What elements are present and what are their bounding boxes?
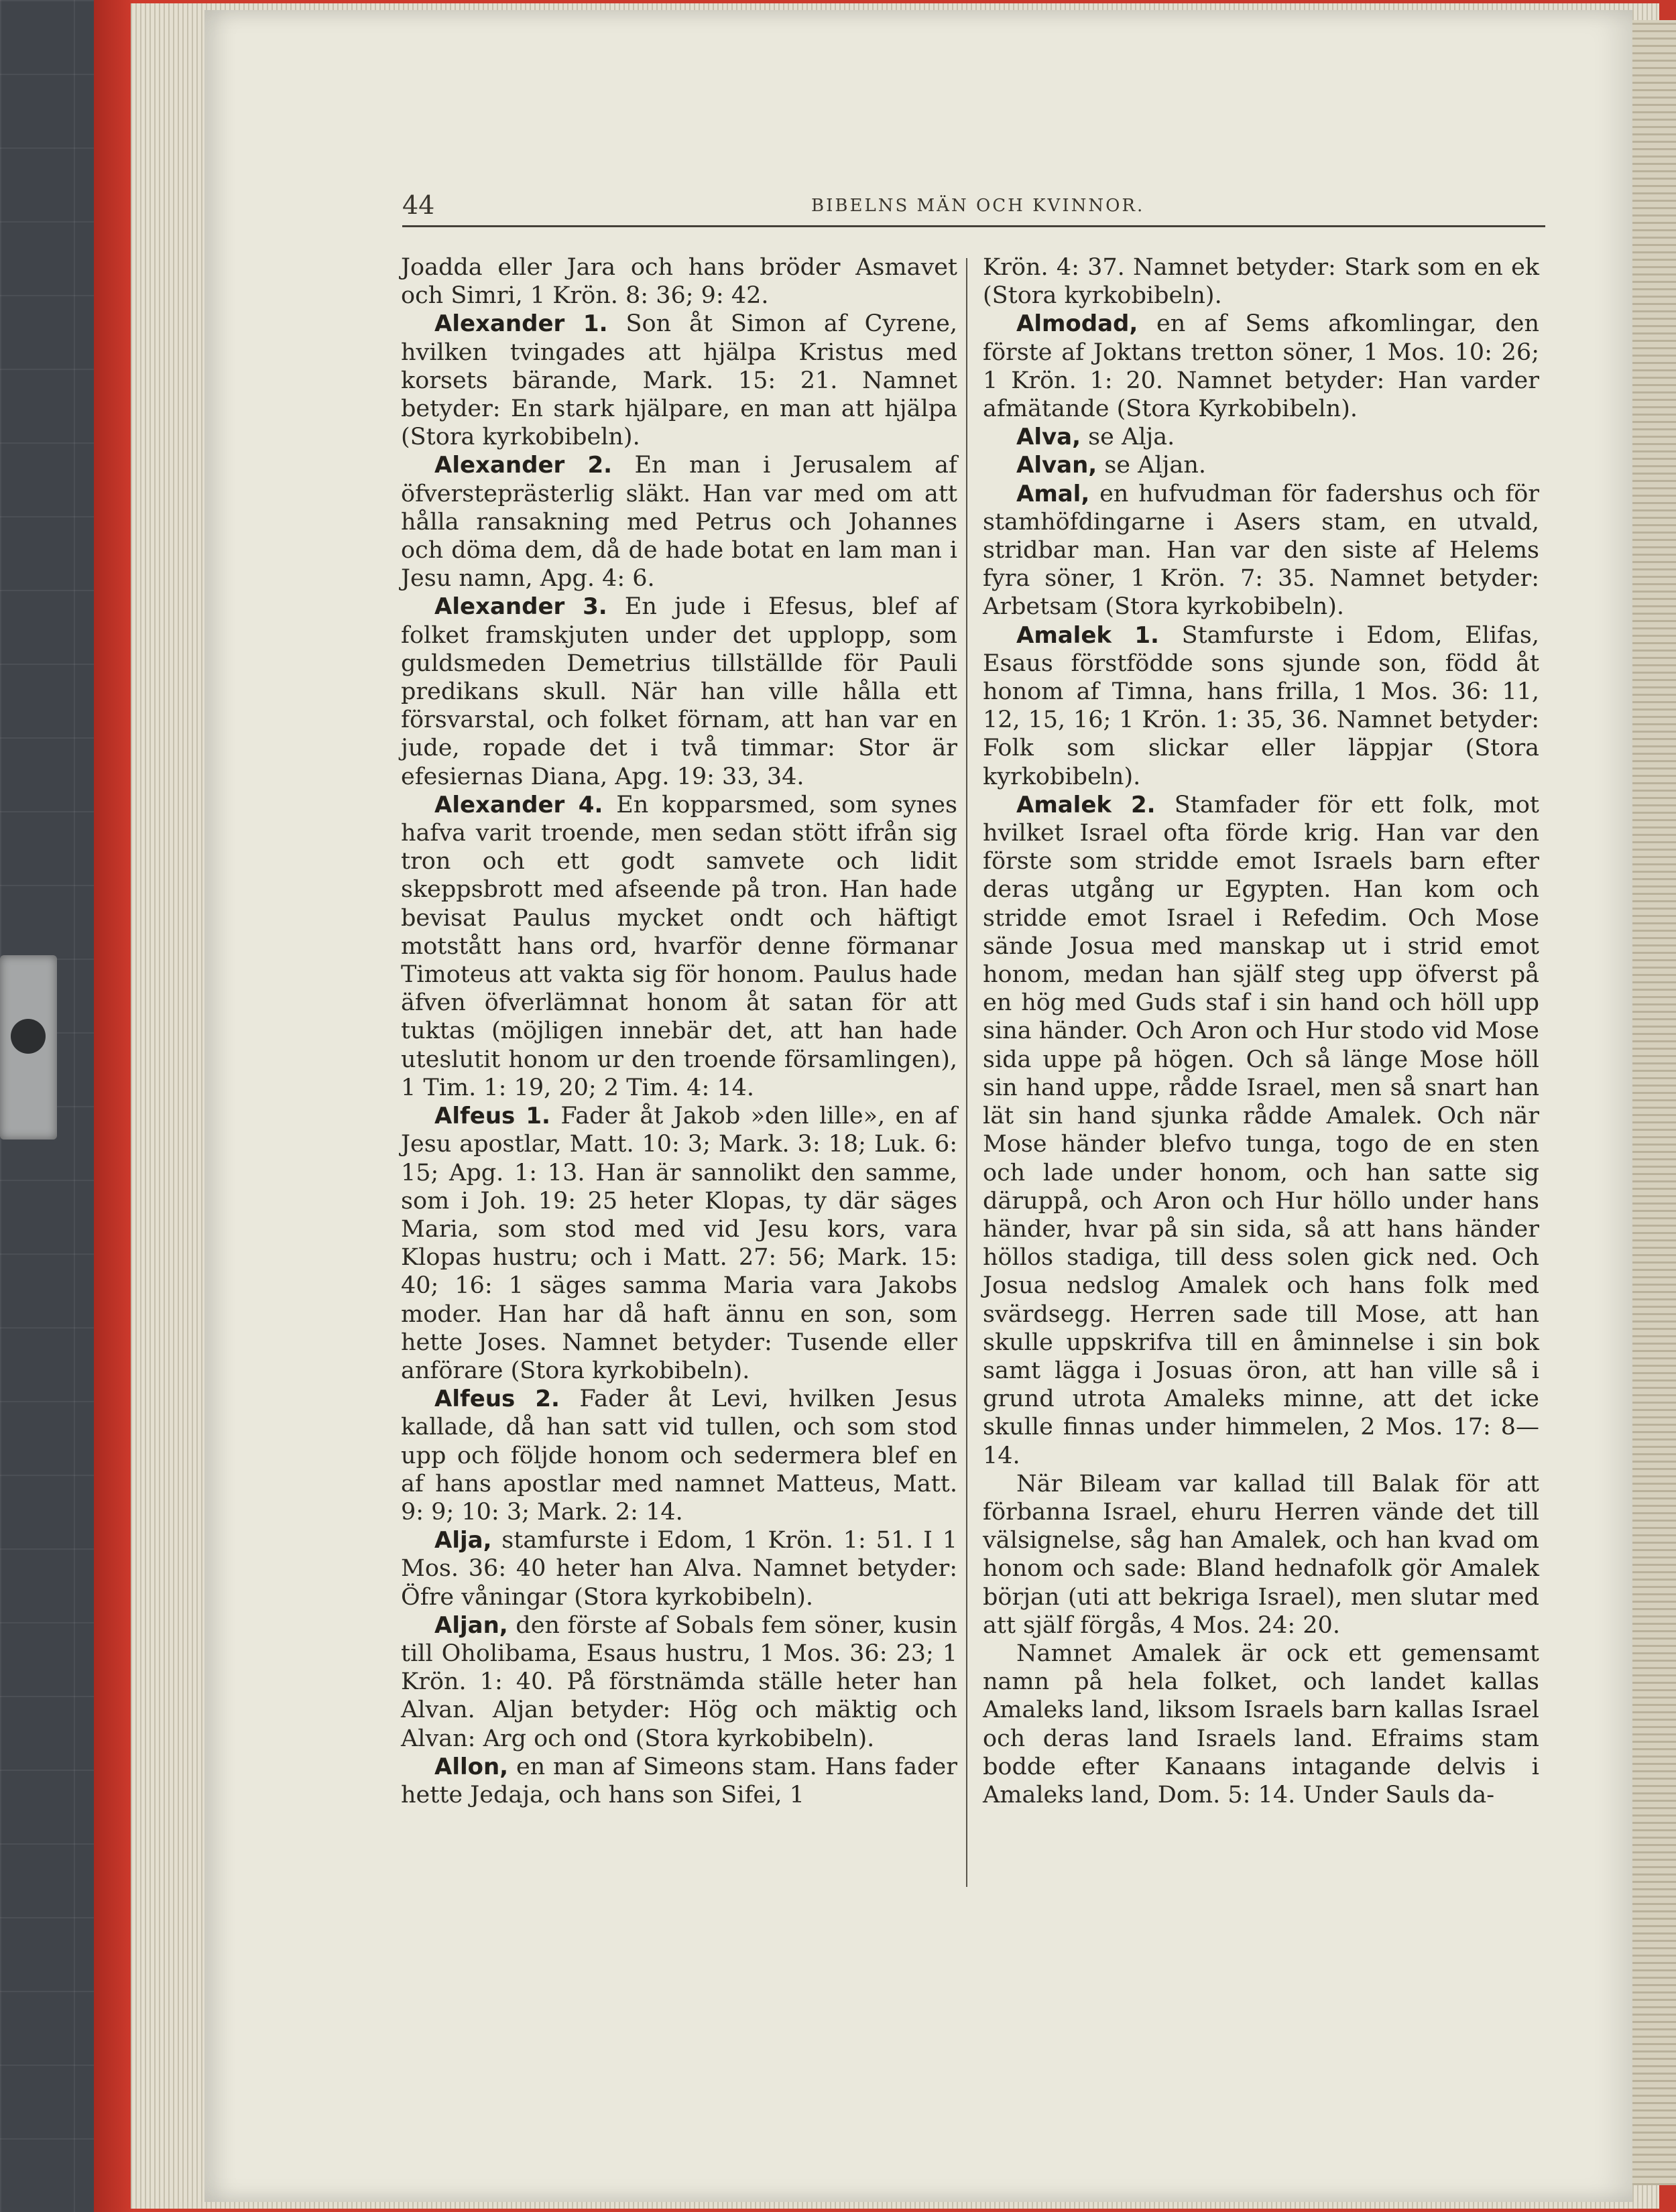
entry-text: stamfurste i Edom, 1 Krön. 1: 51. I 1 Mos. 36: 40 heter han Alva. Namnet betyder: Öfre våningar (Stora kyrkobibeln). bbox=[401, 1527, 957, 1611]
header-rule bbox=[402, 225, 1545, 227]
entry bbox=[983, 1470, 1539, 1640]
entry-headword: Alfeus 2. bbox=[434, 1386, 560, 1413]
entry-headword: Alexander 4. bbox=[434, 791, 603, 818]
entry bbox=[983, 791, 1539, 1470]
facing-page-edge bbox=[1632, 20, 1676, 2185]
entry-headword: Alexander 2. bbox=[434, 452, 613, 479]
entry-text: Namnet Amalek är ock ett gemensamt namn på hela folket, och landet kallas Amaleks land, liksom Israels barn kallas Israel och deras land Israels land. Efraims stam bodde efter Kanaans intagande delvis i Amaleks land, Dom. 5: 14. Under Sauls da- bbox=[983, 1640, 1539, 1808]
entry bbox=[983, 480, 1539, 621]
entry-headword: Alexander 3. bbox=[434, 593, 607, 621]
entry-headword: Amalek 1. bbox=[1016, 621, 1159, 649]
entry-text: En kopparsmed, som synes hafva varit troende, men sedan stött ifrån sig tron och ett godt samvete och lidit skeppsbrott med afseende på tron. Han hade bevisat Paulus mycket ondt och häftigt motstått hans ord, hvarför denne förmanar Timoteus att vakta sig för honom. Paulus hade äfven öfverlämnat honom åt satan för att tuktas (möjligen innebär det, att han hade uteslutit honom ur den troende församlingen), 1 Tim. 1: 19, 20; 2 Tim. 4: 14. bbox=[401, 791, 957, 1101]
entry-text: se Aljan. bbox=[1104, 452, 1206, 479]
entry bbox=[983, 621, 1539, 791]
entry-text: En man i Jerusalem af öfversteprästerlig släkt. Han var med om att hålla ransakning med Petrus och Johannes och döma dem, då de hade botat en lam man i Jesu namn, Apg. 4: 6. bbox=[401, 452, 957, 593]
entry bbox=[983, 1640, 1539, 1809]
left-column bbox=[401, 253, 957, 1809]
entry bbox=[983, 253, 1539, 310]
entry bbox=[983, 423, 1539, 451]
entry-headword: Alja, bbox=[434, 1527, 492, 1554]
entry bbox=[401, 310, 957, 451]
entry-text: Fader åt Levi, hvilken Jesus kallade, då han satt vid tullen, och som stod upp och följde honom och sedermera blef en af hans apostlar med namnet Matteus, Matt. 9: 9; 10: 3; Mark. 2: 14. bbox=[401, 1386, 958, 1526]
entry-headword: Almodad, bbox=[1016, 310, 1138, 338]
clamp-hole bbox=[11, 1019, 46, 1054]
page-header bbox=[402, 181, 1542, 228]
entry bbox=[983, 451, 1539, 479]
entry-text: den förste af Sobals fem söner, kusin till Oholibama, Esaus hustru, 1 Mos. 36: 23; 1 Krön. 1: 40. På förstnämda ställe heter han Alvan. Aljan betyder: Hög och mäktig och Alvan: Arg och ond (Stora kyrkobibeln). bbox=[401, 1611, 957, 1752]
entry-headword: Alvan, bbox=[1016, 452, 1097, 479]
entry bbox=[401, 451, 957, 593]
page-clamp bbox=[0, 955, 57, 1140]
entry-headword: Aljan, bbox=[434, 1611, 508, 1639]
entry bbox=[401, 1385, 957, 1526]
entry-text: Stamfader för ett folk, mot hvilket Israel ofta förde krig. Han var den förste som stridde emot Israels barn efter deras utgång ur Egypten. Han kom och stridde emot Israel i Refedim. Och Mose sände Josua med manskap ut i strid emot honom, medan han själf steg upp öfverst på en hög med Guds staf i sin hand och höll upp sina händer. Och Aron och Hur stodo vid Mose sida uppe på högen. Och så länge Mose höll sin hand uppe, rådde Israel, men så snart han lät sin hand sjunka rådde Amalek. Och när Mose händer blefvo tunga, togo de en sten och lade under honom, och han satte sig däruppå, och Aron och Hur höllo under hans händer, hvar på sin sida, så att hans händer höllos stadiga, till dess solen gick ned. Och Josua nedslog Amalek och hans folk med svärdsegg. Herren sade till Mose, att han skulle uppskrifva till en åminnelse i sin bok samt lägga i Josuas öron, att han ville så i grund utrota Amaleks minne, att det icke skulle finnas under himmelen, 2 Mos. 17: 8—14. bbox=[983, 791, 1540, 1469]
entry-headword: Amalek 2. bbox=[1016, 791, 1156, 818]
entry bbox=[401, 253, 957, 310]
entry-text: Stamfurste i Edom, Elifas, Esaus förstfödde sons sjunde son, född åt honom af Timna, hans frilla, 1 Mos. 36: 11, 12, 15, 16; 1 Krön. 1: 35, 36. Namnet betyder: Folk som slickar eller läppjar (Stora kyrkobibeln). bbox=[983, 621, 1539, 790]
entry bbox=[401, 1753, 957, 1809]
entry-text: en man af Simeons stam. Hans fader hette Jedaja, och hans son Sifei, 1 bbox=[401, 1753, 957, 1808]
entry bbox=[401, 1611, 957, 1753]
entry-headword: Amal, bbox=[1016, 480, 1090, 507]
right-column bbox=[983, 253, 1539, 1809]
entry-headword: Alexander 1. bbox=[434, 310, 608, 338]
entry-text: Krön. 4: 37. Namnet betyder: Stark som en ek (Stora kyrkobibeln). bbox=[983, 254, 1539, 310]
entry-text: Joadda eller Jara och hans bröder Asmavet och Simri, 1 Krön. 8: 36; 9: 42. bbox=[401, 254, 957, 310]
entry bbox=[401, 1102, 957, 1385]
entry-text: En jude i Efesus, blef af folket framskjuten under det upplopp, som guldsmeden Demetrius tillställde för Pauli predikans skull. När han ville hålla ett försvarstal, och folket förnam, att han var en jude, ropade det i två timmar: Stor är efesiernas Diana, Apg. 19: 33, 34. bbox=[401, 593, 957, 790]
entry-text: Fader åt Jakob »den lille», en af Jesu apostlar, Matt. 10: 3; Mark. 3: 18; Luk. 6: 15; Apg. 1: 13. Han är sannolikt den samme, som i Joh. 19: 25 heter Klopas, ty där säges Maria, som stod med vid Jesu kors, vara Klopas hustru; och i Matt. 27: 56; Mark. 15: 40; 16: 1 säges samma Maria vara Jakobs moder. Han har då haft ännu en son, som hette Joses. Namnet betyder: Tusende eller anförare (Stora kyrkobibeln). bbox=[401, 1103, 957, 1384]
entry bbox=[401, 791, 957, 1102]
entry-text: När Bileam var kallad till Balak för att förbanna Israel, ehuru Herren vände det till välsignelse, såg han Amalek, och han kvad om honom och sade: Bland hednafolk gör Amalek början (uti att bekriga Israel), men slutar med att själf förgås, 4 Mos. 24: 20. bbox=[983, 1470, 1539, 1639]
entry bbox=[983, 310, 1539, 423]
entry-headword: Alfeus 1. bbox=[434, 1103, 550, 1130]
entry-headword: Alva, bbox=[1016, 424, 1081, 451]
running-head: BIBELNS MÄN OCH KVINNOR. bbox=[811, 196, 1145, 216]
column-divider bbox=[966, 258, 967, 1887]
page-number: 44 bbox=[402, 190, 435, 220]
entry-headword: Allon, bbox=[434, 1753, 509, 1780]
entry-text: en hufvudman för fadershus och för stamhöfdingarne i Asers stam, en utvald, stridbar man. Han var den siste af Helems fyra söner, 1 Krön. 7: 35. Namnet betyder: Arbetsam (Stora kyrkobibeln). bbox=[983, 480, 1539, 621]
entry bbox=[401, 593, 957, 790]
entry bbox=[401, 1526, 957, 1611]
entry-text: en af Sems afkomlingar, den förste af Joktans tretton söner, 1 Mos. 10: 26; 1 Krön. 1: 20. Namnet betyder: Han varder afmätande (Stora Kyrkobibeln). bbox=[983, 310, 1539, 423]
entry-text: se Alja. bbox=[1088, 424, 1175, 451]
entry-text: Son åt Simon af Cyrene, hvilken tvingades att hjälpa Kristus med korsets bärande, Mark. 15: 21. Namnet betyder: En stark hjälpare, en man att hjälpa (Stora kyrkobibeln). bbox=[401, 310, 957, 451]
